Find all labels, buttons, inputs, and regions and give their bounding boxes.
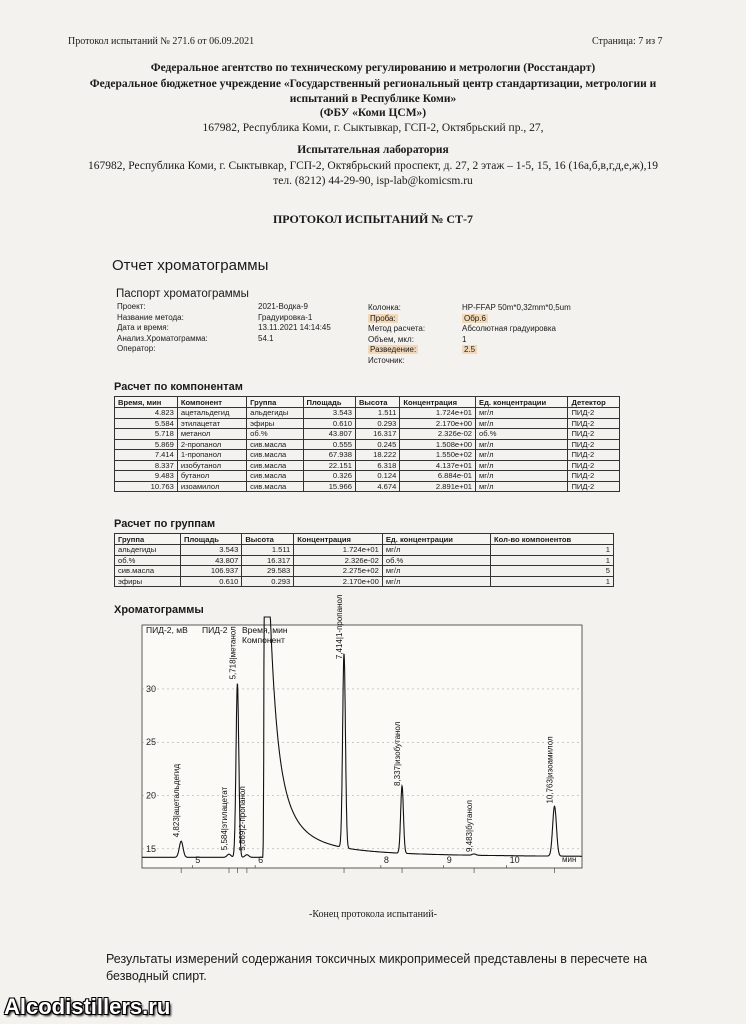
table-cell: 1 [491,555,614,566]
table-cell: 4.674 [355,481,399,492]
passport-value-analysis: 54.1 [258,333,274,343]
passport-label-sample: Проба: [370,313,396,323]
table-cell: 22.151 [303,460,355,471]
table-cell: 2.326e-02 [400,429,476,440]
table-cell: сив.масла [115,566,181,577]
table-cell: мг/л [476,460,568,471]
column-header: Высота [355,397,399,408]
table-cell: 15.966 [303,481,355,492]
table-cell: 29.583 [242,566,294,577]
table-cell: об.% [115,555,181,566]
chart-header-label: ПИД-2 [202,625,228,635]
components-heading: Расчет по компонентам [114,381,243,393]
page-number: Страница: 7 из 7 [592,36,663,47]
table-cell: 1 [491,545,614,556]
table-cell: 2.170e+00 [294,576,383,587]
passport-value-method: Градуировка-1 [258,312,313,322]
table-cell: 43.807 [303,429,355,440]
table-cell: 1.724e+01 [400,408,476,419]
table-cell: 0.610 [303,418,355,429]
table-cell: 1.724e+01 [294,545,383,556]
table-cell: 16.317 [242,555,294,566]
table-cell: мг/л [382,566,490,577]
chart-header-label: Время, мин [242,625,288,635]
table-cell: альдегиды [115,545,181,556]
passport-value-dilution: 2.5 [464,345,476,354]
x-axis-label: мин [562,855,577,864]
y-tick-label: 20 [146,790,157,801]
table-cell: 6.884e-01 [400,471,476,482]
table-cell: изобутанол [177,460,246,471]
table-cell: 0.555 [303,439,355,450]
table-cell: 0.293 [355,418,399,429]
table-cell: 1.511 [355,408,399,419]
passport-label-calc-method: Метод расчета: [368,324,426,333]
passport-value-column: HP-FFAP 50m*0,32mm*0,5um [462,303,571,312]
table-row [115,576,614,587]
column-header: Кол-во компонентов [491,534,614,545]
passport-value-sample: Обр.6 [464,313,486,323]
passport-value-datetime: 13.11.2021 14:14:45 [258,323,331,332]
watermark: Alcodistillers.ru [4,994,171,1019]
passport-label-source: Источник: [368,355,405,365]
y-tick-label: 25 [146,737,157,748]
groups-table [114,533,614,587]
table-cell: изоамилол [177,481,246,492]
table-row [115,450,620,461]
table-cell: сив.масла [247,439,303,450]
column-header: Компонент [177,397,246,408]
chart-header-label: ПИД-2, мВ [146,625,188,635]
column-header: Время, мин [115,397,178,408]
passport-label-operator: Оператор: [117,344,156,353]
footnote-line-2: безводный спирт. [106,969,207,983]
table-cell: 1 [491,576,614,587]
peak-label: 9,483|бутанол [465,800,475,853]
table-cell: 2.326e-02 [294,555,383,566]
table-cell: 0.293 [242,576,294,587]
passport-heading: Паспорт хроматограммы [116,288,249,300]
table-cell: мг/л [382,545,490,556]
table-cell: ПИД-2 [568,418,620,429]
table-cell: бутанол [177,471,246,482]
table-cell: 1.511 [242,545,294,556]
table-cell: 3.543 [303,408,355,419]
table-cell: 5.584 [115,418,178,429]
table-row [115,471,620,482]
protocol-title: ПРОТОКОЛ ИСПЫТАНИЙ № СТ-7 [272,212,474,226]
institution-line-1: Федеральное бюджетное учреждение «Государственный региональный центр стандартизации, метрологии и [89,78,657,90]
x-tick-label: 10 [509,855,520,865]
passport-label-column: Колонка: [368,303,401,312]
table-cell: 0.124 [355,471,399,482]
column-header: Высота [242,534,294,545]
protocol-reference: Протокол испытаний № 271.6 от 06.09.2021 [68,36,255,47]
institution-address: 167982, Республика Коми, г. Сыктывкар, ГСП-2, Октябрьский пр., 27, [202,122,544,134]
table-cell: 4.137e+01 [400,460,476,471]
table-cell: эфиры [247,418,303,429]
passport-label-analysis: Анализ.Хроматограмма: [117,333,208,343]
column-header: Группа [115,534,181,545]
lab-title: Испытательная лаборатория [297,144,449,156]
table-cell: 8.337 [115,460,178,471]
table-cell: мг/л [476,439,568,450]
table-cell: 18.222 [355,450,399,461]
table-row [115,566,614,577]
table-cell: ПИД-2 [568,481,620,492]
chart-header-label: Компонент [242,635,285,645]
lab-contacts: тел. (8212) 44-29-90, isp-lab@komicsm.ru [273,175,473,187]
table-cell: 43.807 [180,555,241,566]
table-cell: 2-пропанол [177,439,246,450]
x-tick-label: 8 [383,855,389,865]
footnote-line-1: Результаты измерений содержания токсичных микропримесей представлены в пересчете на [106,952,648,966]
table-cell: альдегиды [247,408,303,419]
table-cell: ПИД-2 [568,471,620,482]
table-row [115,481,620,492]
table-cell: 9.483 [115,471,178,482]
table-cell: ПИД-2 [568,450,620,461]
column-header: Детектор [568,397,620,408]
passport-value-project: 2021-Водка-9 [258,302,308,311]
table-cell: 3.543 [180,545,241,556]
passport-left-labels [117,302,208,355]
passport-value-calc-method: Абсолютная градуировка [462,324,556,333]
table-cell: мг/л [476,481,568,492]
peak-label: 5,584|этилацетат [219,786,229,851]
table-cell: 16.317 [355,429,399,440]
groups-heading: Расчет по группам [114,518,216,530]
table-row [115,545,614,556]
peak-label: 10,763|изоамилол [545,736,555,804]
table-cell: 5.718 [115,429,178,440]
table-cell: 0.610 [180,576,241,587]
lab-address: 167982, Республика Коми, г. Сыктывкар, ГСП-2, Октябрьский проспект, д. 27, 2 этаж – 1-5, 15, 16 (16а,б,в,г,д,е,ж),19 [87,160,658,172]
table-cell: метанол [177,429,246,440]
peak-label: 7,414|1-пропанол [335,594,345,660]
chromatograms-heading: Хроматограммы [114,604,204,616]
y-tick-label: 30 [146,683,157,694]
passport-left-values [258,302,331,344]
column-header: Ед. концентрации [382,534,490,545]
peak-label: 5,718|метанол [228,626,238,680]
column-header: Площадь [303,397,355,408]
table-row [115,418,620,429]
table-cell: сив.масла [247,481,303,492]
table-cell: мг/л [476,408,568,419]
table-cell: 1.508e+00 [400,439,476,450]
institution-line-2: испытаний в Республике Коми» [289,93,457,105]
chart-frame [142,625,582,868]
table-cell: 7.414 [115,450,178,461]
peak-label: 5,869|2-пропанол [237,786,247,851]
table-cell: мг/л [476,418,568,429]
table-cell: ПИД-2 [568,439,620,450]
table-cell: 6.318 [355,460,399,471]
column-header: Площадь [180,534,241,545]
table-cell: этилацетат [177,418,246,429]
table-cell: 10.763 [115,481,178,492]
passport-label-volume: Объем, мкл: [368,334,414,344]
passport-label-project: Проект: [117,302,146,311]
table-cell: об.% [476,429,568,440]
table-row [115,460,620,471]
institution-short-name: (ФБУ «Коми ЦСМ») [319,107,427,119]
table-cell: 0.245 [355,439,399,450]
column-header: Ед. концентрации [476,397,568,408]
table-cell: 106.937 [180,566,241,577]
passport-right-values [462,303,571,356]
table-cell: сив.масла [247,460,303,471]
table-cell: 1.550e+02 [400,450,476,461]
components-table [114,396,620,492]
table-cell: об.% [382,555,490,566]
table-cell: эфиры [115,576,181,587]
table-cell: ацетальдегид [177,408,246,419]
column-header: Группа [247,397,303,408]
table-cell: ПИД-2 [568,460,620,471]
table-cell: сив.масла [247,471,303,482]
components-table-header [115,397,620,408]
table-cell: 1-пропанол [177,450,246,461]
report-title: Отчет хроматограммы [112,257,269,274]
table-cell: ПИД-2 [568,408,620,419]
y-tick-label: 15 [146,843,157,854]
table-cell: мг/л [476,471,568,482]
table-cell: 2.170e+00 [400,418,476,429]
groups-table-header [115,534,614,545]
table-cell: ПИД-2 [568,429,620,440]
table-cell: об.% [247,429,303,440]
peak-label: 4,823|ацетальдегид [172,763,182,838]
x-tick-label: 6 [258,855,264,865]
table-row [115,439,620,450]
passport-label-dilution: Разведение: [370,345,417,354]
table-row [115,408,620,419]
table-cell: сив.масла [247,450,303,461]
passport-value-volume: 1 [462,334,467,344]
table-cell: мг/л [382,576,490,587]
table-cell: 0.326 [303,471,355,482]
passport-right-labels [368,303,425,366]
x-tick-label: 9 [446,855,452,865]
column-header: Концентрация [294,534,383,545]
table-row [115,555,614,566]
table-cell: 67.938 [303,450,355,461]
peak-label: 8,337|изобутанол [393,721,403,787]
passport-label-datetime: Дата и время: [117,323,169,332]
table-cell: 2.891e+01 [400,481,476,492]
table-row [115,429,620,440]
table-cell: 5.869 [115,439,178,450]
table-cell: 5 [491,566,614,577]
end-of-protocol: -Конец протокола испытаний- [309,909,437,920]
table-cell: 4.823 [115,408,178,419]
passport-label-method: Название метода: [117,312,184,322]
x-tick-label: 5 [195,855,201,865]
column-header: Концентрация [400,397,476,408]
table-cell: мг/л [476,450,568,461]
table-cell: 2.275e+02 [294,566,383,577]
agency-name: Федеральное агентство по техническому регулированию и метрологии (Росстандарт) [150,62,596,74]
